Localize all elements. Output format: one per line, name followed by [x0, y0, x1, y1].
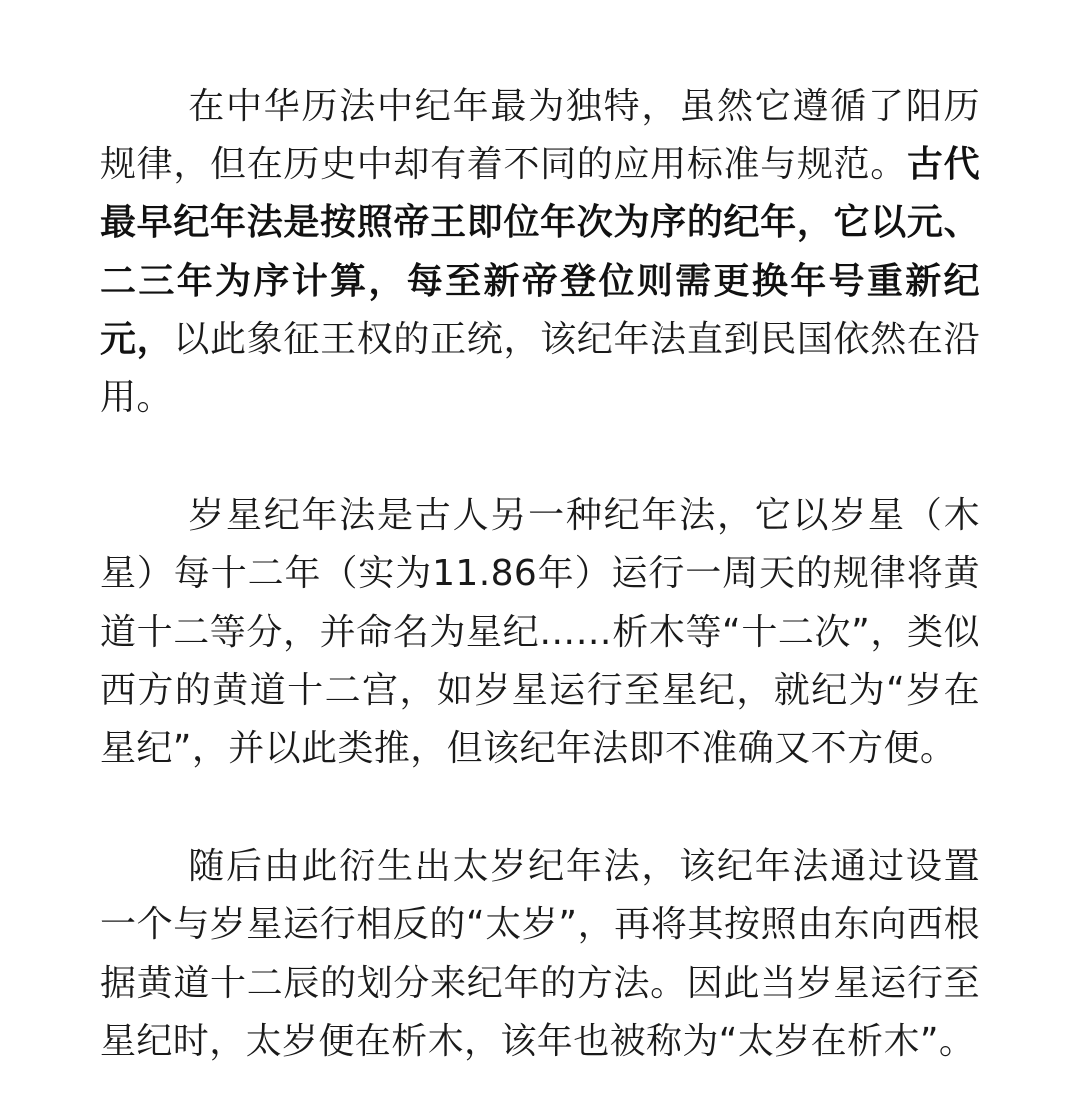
article-body — [100, 78, 980, 1071]
paragraph-text: 以此象征王权的正统，该纪年法直到民国依然在沿用。 — [100, 318, 980, 419]
paragraph-chronology-intro — [100, 78, 980, 427]
paragraph-text: 随后由此衍生出太岁纪年法，该纪年法通过设置一个与岁星运行相反的“太岁”，再将其按照由东向西根据黄道十二辰的划分来纪年的方法。因此当岁星运行至星纪时，太岁便在析木，该年也被称为“太岁在析木”。 — [100, 846, 980, 1062]
paragraph-taisui-chronology — [100, 838, 980, 1071]
emphasized-text: 古代最早纪年法是按照帝王即位年次为序的纪年，它以元、二三年为序计算，每至新帝登位则需更换年号重新纪元， — [100, 144, 980, 360]
paragraph-text: 在中华历法中纪年最为独特，虽然它遵循了阳历规律，但在历史中却有着不同的应用标准与规范。 — [100, 86, 980, 186]
paragraph-jupiter-chronology — [100, 487, 980, 778]
paragraph-text: 岁星纪年法是古人另一种纪年法，它以岁星（木星）每十二年（实为11.86年）运行一周天的规律将黄道十二等分，并命名为星纪……析木等“十二次”，类似西方的黄道十二宫，如岁星运行至星纪，就纪为“岁在星纪”，并以此类推，但该纪年法即不准确又不方便。 — [100, 495, 980, 770]
